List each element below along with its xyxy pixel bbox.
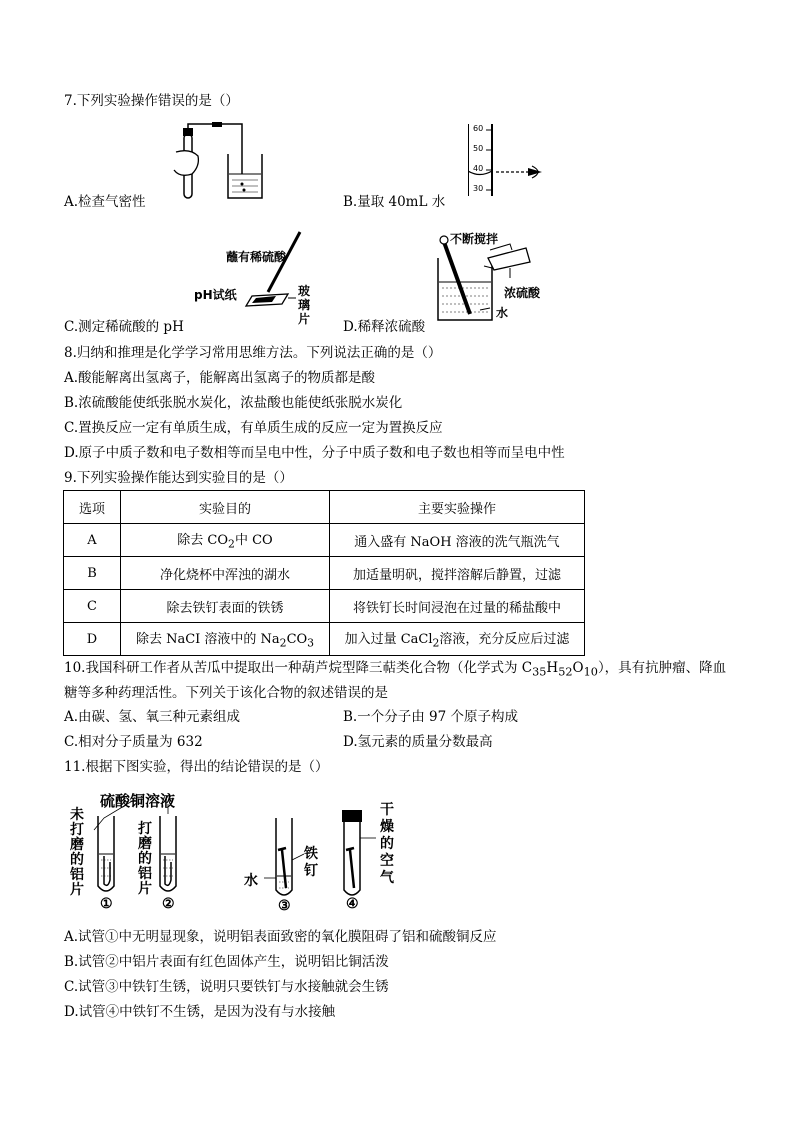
q10-stem: 10.我国科研工作者从苦瓜中提取出一种葫芦烷型降三萜类化合物（化学式为 $C_{35}H_{52}O_{10}$），具有抗肿瘤、降血 — [64, 660, 727, 679]
row-c-goal: 除去铁钉表面的铁锈 — [121, 590, 330, 623]
row-c-operation: 将铁钉长时间浸泡在过量的稀盐酸中 — [330, 590, 585, 623]
row-d-option: D — [64, 623, 121, 656]
label-polished-3: 的 — [138, 851, 152, 867]
label-glass-3: 片 — [298, 312, 311, 326]
label-air-2: 燥 — [380, 819, 394, 835]
q10-stem-line2: 糖等多种药理活性。下列关于该化合物的叙述错误的是 — [64, 685, 388, 701]
label-polished-2: 磨 — [138, 836, 152, 852]
label-water-3: 水 — [244, 873, 258, 889]
table-row — [64, 623, 585, 656]
label-unpolished-3: 磨 — [70, 837, 84, 853]
table-row — [64, 524, 585, 557]
row-a-goal: 除去 $CO_2$中 CO — [121, 524, 330, 557]
row-b-operation: 加适量明矾，搅拌溶解后静置，过滤 — [330, 557, 585, 590]
q7-stem: 7.下列实验操作错误的是（） — [64, 93, 239, 109]
label-unpolished-1: 未 — [70, 807, 84, 823]
q11-stem: 11.根据下图实验，得出的结论错误的是（） — [64, 759, 329, 775]
label-air-1: 干 — [380, 802, 394, 818]
figure-graduated-cylinder — [468, 122, 558, 198]
label-water: 水 — [496, 306, 509, 320]
label-unpolished-4: 的 — [70, 852, 84, 868]
header-operation: 主要实验操作 — [330, 491, 585, 524]
figure-metal-experiments — [64, 790, 414, 915]
q10-option-d: D.氢元素的质量分数最高 — [343, 734, 493, 750]
q8-option-b: B.浓硫酸能使纸张脱水炭化，浓盐酸也能使纸张脱水炭化 — [64, 395, 403, 411]
tick-30: 30 — [473, 184, 484, 193]
row-a-option: A — [64, 524, 121, 557]
q8-option-a: A.酸能解离出氢离子，能解离出氢离子的物质都是酸 — [64, 370, 376, 386]
figure-dilute-acid — [430, 228, 560, 324]
q10-option-c: C.相对分子质量为 632 — [64, 734, 203, 750]
label-stir: 不断搅拌 — [450, 232, 499, 246]
header-goal: 实验目的 — [121, 491, 330, 524]
label-tube-4: ④ — [346, 896, 359, 912]
q11-option-c: C.试管③中铁钉生锈，说明只要铁钉与水接触就会生锈 — [64, 979, 389, 995]
label-glass-1: 玻 — [298, 284, 311, 298]
label-copper-sulfate: 硫酸铜溶液 — [100, 792, 176, 810]
row-b-option: B — [64, 557, 121, 590]
tick-50: 50 — [473, 144, 484, 153]
table-row — [64, 590, 585, 623]
q9-stem: 9.下列实验操作能达到实验目的是（） — [64, 470, 293, 486]
label-polished-1: 打 — [138, 821, 152, 837]
q11-option-d: D.试管④中铁钉不生锈，是因为没有与水接触 — [64, 1004, 336, 1020]
tick-60: 60 — [473, 124, 484, 133]
row-d-operation: 加入过量 CaCl$_2$溶液，充分反应后过滤 — [330, 623, 585, 656]
q9-table — [63, 490, 585, 656]
row-d-goal: 除去 NaCI 溶液中的 $Na_2CO_3$ — [121, 623, 330, 656]
q7-option-d: D.稀释浓硫酸 — [343, 319, 426, 335]
q7-option-b: B.量取 40mL 水 — [343, 194, 446, 210]
table-header-row — [64, 491, 585, 524]
row-b-goal: 净化烧杯中浑浊的湖水 — [121, 557, 330, 590]
label-tube-3: ③ — [278, 898, 291, 914]
tick-40: 40 — [473, 164, 484, 173]
label-conc-acid: 浓硫酸 — [504, 286, 541, 300]
label-tube-1: ① — [100, 896, 113, 912]
table-row — [64, 557, 585, 590]
label-dipped-acid: 蘸有稀硫酸 — [226, 250, 287, 264]
label-unpolished-6: 片 — [70, 882, 84, 898]
label-polished-4: 铝 — [138, 866, 152, 882]
q11-option-a: A.试管①中无明显现象，说明铝表面致密的氧化膜阻碍了铝和硫酸铜反应 — [64, 929, 497, 945]
q8-option-d: D.原子中质子数和电子数相等而呈电中性，分子中质子数和电子数也相等而呈电中性 — [64, 445, 565, 461]
label-unpolished-5: 铝 — [70, 867, 84, 883]
row-c-option: C — [64, 590, 121, 623]
row-a-operation: 通入盛有 NaOH 溶液的洗气瓶洗气 — [330, 524, 585, 557]
label-glass-2: 璃 — [298, 298, 311, 312]
q7-option-c: C.测定稀硫酸的 pH — [64, 319, 184, 335]
q11-option-b: B.试管②中铝片表面有红色固体产生，说明铝比铜活泼 — [64, 954, 389, 970]
figure-airtightness-check — [170, 122, 280, 202]
label-air-4: 空 — [380, 853, 394, 869]
header-option: 选项 — [64, 491, 121, 524]
q10-option-b: B.一个分子由 97 个原子构成 — [343, 709, 518, 725]
label-nail-1: 铁 — [304, 846, 318, 862]
figure-ph-test — [190, 228, 320, 326]
q8-option-c: C.置换反应一定有单质生成，有单质生成的反应一定为置换反应 — [64, 420, 443, 436]
label-polished-5: 片 — [138, 881, 152, 897]
label-air-5: 气 — [380, 870, 394, 886]
label-air-3: 的 — [380, 836, 394, 852]
q8-stem: 8.归纳和推理是化学学习常用思维方法。下列说法正确的是（） — [64, 345, 442, 361]
label-ph-paper: pH试纸 — [194, 288, 237, 302]
label-unpolished-2: 打 — [70, 822, 84, 838]
label-tube-2: ② — [162, 896, 175, 912]
label-nail-2: 钉 — [304, 863, 318, 879]
q10-option-a: A.由碳、氢、氧三种元素组成 — [64, 709, 241, 725]
q7-option-a: A.检查气密性 — [64, 194, 146, 210]
